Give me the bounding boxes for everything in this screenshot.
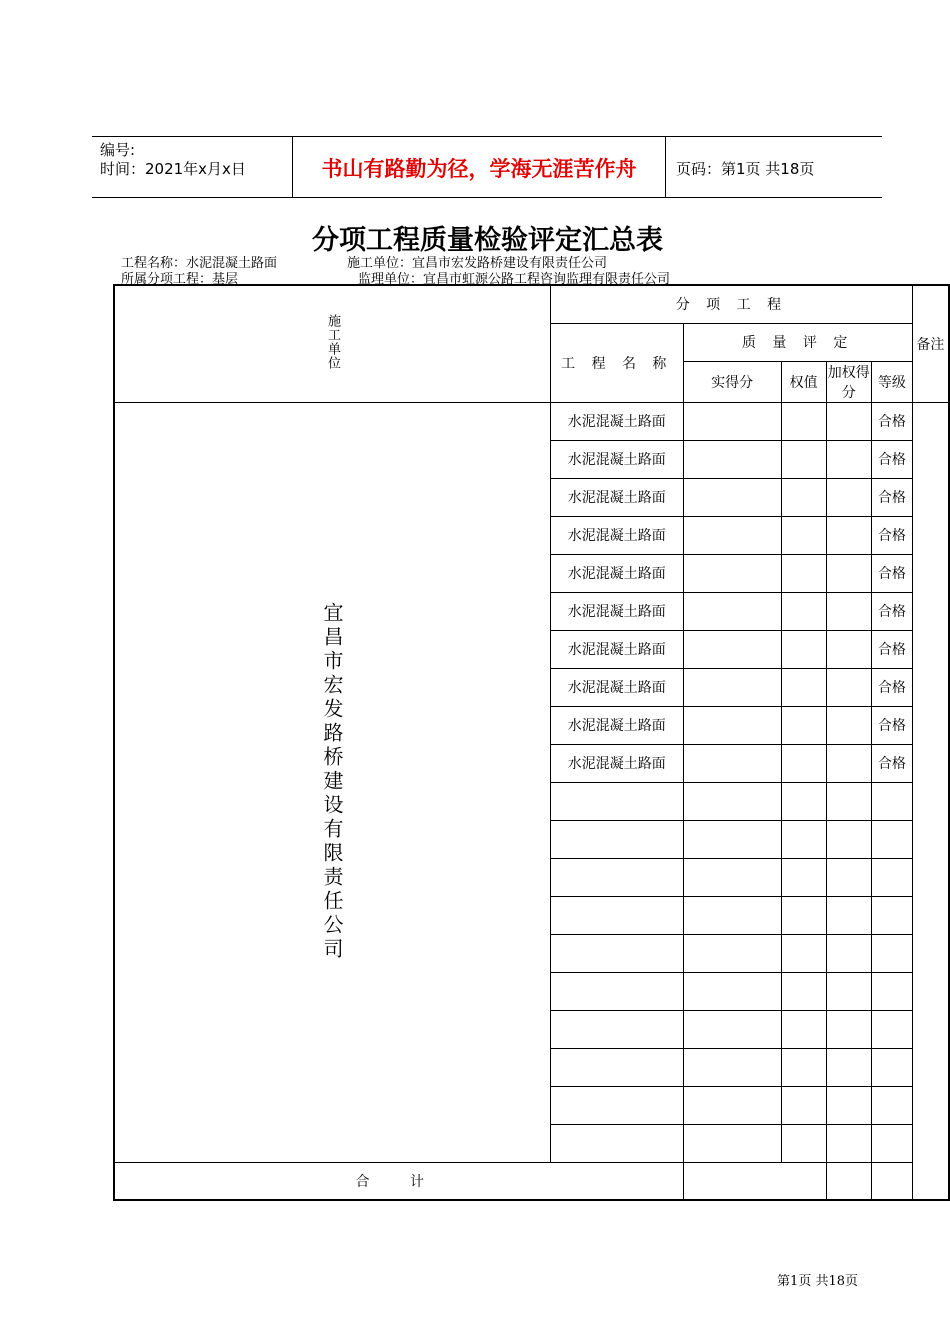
header-page-cell <box>666 137 882 197</box>
document-time-label: 时间：2021年x月x日 <box>100 160 246 178</box>
weight-cell <box>781 934 826 972</box>
sub-project: 所属分项工程：基层 <box>121 272 239 287</box>
weight-cell <box>781 478 826 516</box>
motto-text: 书山有路勤为径，学海无涯苦作舟 <box>321 157 637 181</box>
weighted-cell <box>826 1124 871 1162</box>
name-cell <box>551 1086 684 1124</box>
total-grade-cell <box>871 1162 912 1200</box>
score-cell <box>683 896 781 934</box>
weighted-cell <box>826 782 871 820</box>
total-label: 合 计 <box>114 1162 683 1200</box>
weight-cell <box>781 516 826 554</box>
name-cell <box>551 1048 684 1086</box>
weight-cell <box>781 592 826 630</box>
weight-cell <box>781 1124 826 1162</box>
table-row <box>114 402 949 440</box>
project-name: 工程名称：水泥混凝土路面 <box>121 256 278 271</box>
score-cell <box>683 706 781 744</box>
name-cell: 水泥混凝土路面 <box>551 440 684 478</box>
weighted-cell <box>826 896 871 934</box>
score-cell <box>683 592 781 630</box>
weight-cell <box>781 896 826 934</box>
weight-cell <box>781 706 826 744</box>
weight-cell <box>781 1010 826 1048</box>
unit-name-cell <box>114 402 551 1162</box>
name-cell <box>551 934 684 972</box>
unit-name: 宜昌市宏发路桥建设有限责任公司 <box>320 602 344 962</box>
grade-cell: 合格 <box>871 592 912 630</box>
grade-cell: 合格 <box>871 706 912 744</box>
total-weighted-cell <box>826 1162 871 1200</box>
weighted-cell <box>826 744 871 782</box>
name-cell: 水泥混凝土路面 <box>551 554 684 592</box>
grade-cell <box>871 820 912 858</box>
score-cell <box>683 858 781 896</box>
grade-cell <box>871 934 912 972</box>
weight-cell <box>781 1048 826 1086</box>
score-cell <box>683 934 781 972</box>
weight-cell <box>781 630 826 668</box>
score-cell <box>683 820 781 858</box>
weighted-cell <box>826 630 871 668</box>
remark-cell <box>912 402 949 1200</box>
grade-cell: 合格 <box>871 402 912 440</box>
name-cell <box>551 896 684 934</box>
grade-cell <box>871 858 912 896</box>
grade-cell: 合格 <box>871 744 912 782</box>
name-cell: 水泥混凝土路面 <box>551 592 684 630</box>
subproject-header: 分 项 工 程 <box>551 285 913 323</box>
total-score-cell <box>683 1162 826 1200</box>
grade-cell: 合格 <box>871 630 912 668</box>
weighted-cell <box>826 668 871 706</box>
grade-cell <box>871 1048 912 1086</box>
contractor: 施工单位：宜昌市宏发路桥建设有限责任公司 <box>347 256 608 271</box>
grade-cell: 合格 <box>871 440 912 478</box>
score-cell <box>683 1124 781 1162</box>
document-header <box>92 136 882 198</box>
summary-table <box>113 284 950 1201</box>
grade-cell: 合格 <box>871 554 912 592</box>
weight-cell <box>781 440 826 478</box>
supervisor: 监理单位：宜昌市虹源公路工程咨询监理有限责任公司 <box>358 272 671 287</box>
unit-header-cell <box>114 285 551 402</box>
weight-cell <box>781 972 826 1010</box>
weight-cell <box>781 782 826 820</box>
weighted-cell <box>826 554 871 592</box>
weight-header: 权值 <box>781 361 826 402</box>
weighted-header: 加权得分 <box>826 361 871 402</box>
name-cell <box>551 972 684 1010</box>
weighted-cell <box>826 820 871 858</box>
name-cell <box>551 782 684 820</box>
name-cell: 水泥混凝土路面 <box>551 402 684 440</box>
total-row <box>114 1162 949 1200</box>
grade-cell <box>871 1086 912 1124</box>
page-title: 分项工程质量检验评定汇总表 <box>312 225 663 256</box>
name-cell: 水泥混凝土路面 <box>551 744 684 782</box>
score-cell <box>683 782 781 820</box>
summary-table-body <box>114 285 949 1200</box>
grade-cell <box>871 896 912 934</box>
weighted-cell <box>826 516 871 554</box>
weight-cell <box>781 668 826 706</box>
header-info-cell <box>92 137 293 197</box>
header-row-1 <box>114 285 949 323</box>
name-cell: 水泥混凝土路面 <box>551 630 684 668</box>
summary-table-wrapper <box>113 284 950 1201</box>
weighted-cell <box>826 972 871 1010</box>
score-header: 实得分 <box>683 361 781 402</box>
name-header: 工 程 名 称 <box>551 323 684 402</box>
weighted-cell <box>826 1086 871 1124</box>
weight-cell <box>781 858 826 896</box>
grade-cell: 合格 <box>871 516 912 554</box>
page-number-label: 页码：第1页 共18页 <box>676 160 815 178</box>
score-cell <box>683 668 781 706</box>
name-cell: 水泥混凝土路面 <box>551 516 684 554</box>
name-cell: 水泥混凝土路面 <box>551 668 684 706</box>
weight-cell <box>781 820 826 858</box>
weighted-cell <box>826 1048 871 1086</box>
weighted-cell <box>826 440 871 478</box>
header-motto-cell <box>293 137 666 197</box>
page-footer: 第1页 共18页 <box>777 1274 858 1289</box>
weight-cell <box>781 402 826 440</box>
weight-cell <box>781 744 826 782</box>
weighted-cell <box>826 592 871 630</box>
score-cell <box>683 478 781 516</box>
weighted-cell <box>826 478 871 516</box>
weighted-cell <box>826 402 871 440</box>
score-cell <box>683 554 781 592</box>
grade-cell <box>871 972 912 1010</box>
score-cell <box>683 744 781 782</box>
grade-cell <box>871 1010 912 1048</box>
name-cell <box>551 1010 684 1048</box>
weighted-cell <box>826 706 871 744</box>
document-number-label: 编号: <box>100 141 136 159</box>
unit-header: 施工单位 <box>325 313 340 370</box>
quality-header: 质 量 评 定 <box>683 323 912 361</box>
grade-cell: 合格 <box>871 668 912 706</box>
grade-cell <box>871 1124 912 1162</box>
weighted-cell <box>826 1010 871 1048</box>
weight-cell <box>781 1086 826 1124</box>
score-cell <box>683 1010 781 1048</box>
score-cell <box>683 630 781 668</box>
name-cell: 水泥混凝土路面 <box>551 706 684 744</box>
name-cell <box>551 858 684 896</box>
score-cell <box>683 972 781 1010</box>
name-cell <box>551 1124 684 1162</box>
score-cell <box>683 402 781 440</box>
grade-cell <box>871 782 912 820</box>
score-cell <box>683 1048 781 1086</box>
score-cell <box>683 516 781 554</box>
grade-cell: 合格 <box>871 478 912 516</box>
weighted-cell <box>826 934 871 972</box>
score-cell <box>683 440 781 478</box>
weighted-cell <box>826 858 871 896</box>
score-cell <box>683 1086 781 1124</box>
grade-header: 等级 <box>871 361 912 402</box>
name-cell: 水泥混凝土路面 <box>551 478 684 516</box>
name-cell <box>551 820 684 858</box>
weight-cell <box>781 554 826 592</box>
remark-header: 备注 <box>912 285 949 402</box>
